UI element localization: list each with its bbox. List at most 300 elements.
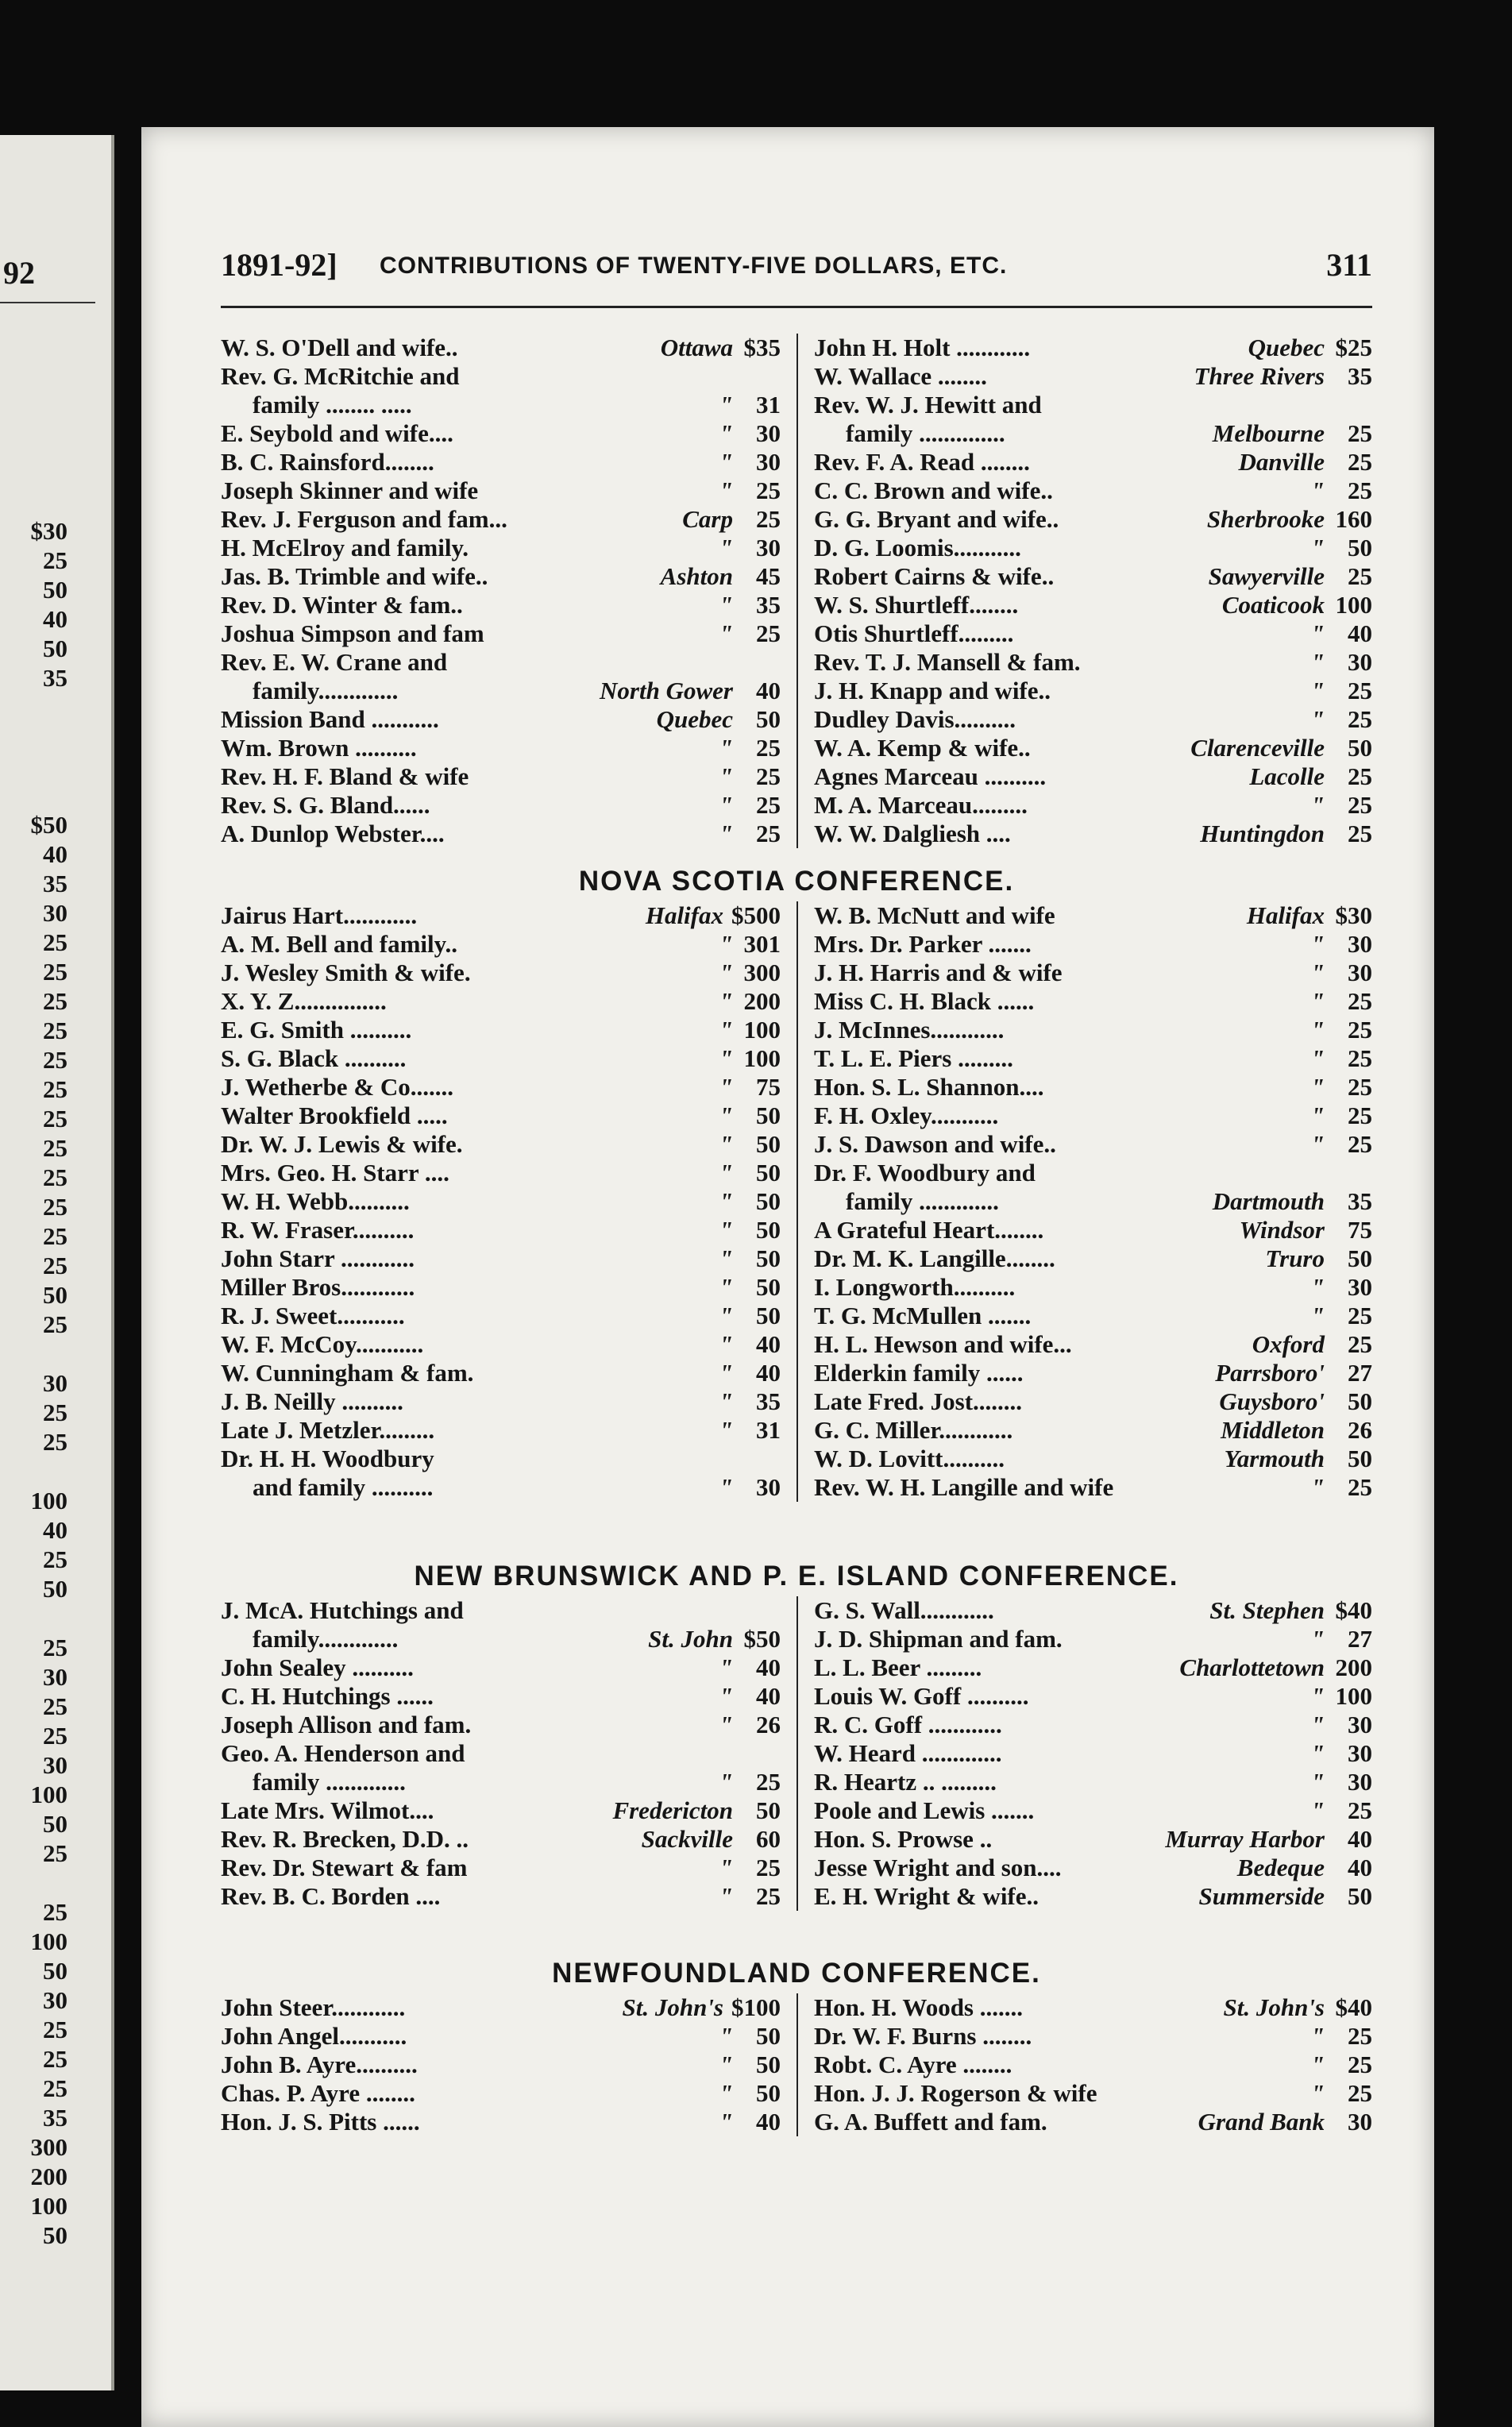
contribution-amount: 35 (756, 591, 781, 619)
contribution-row (814, 1330, 1372, 1359)
left-page-amount (0, 781, 68, 810)
section-right-column (796, 1993, 1372, 2136)
contributor-name: Rev. T. J. Mansell & fam. (814, 648, 1081, 676)
contribution-amount: $50 (743, 1625, 781, 1653)
section-left-column (221, 334, 796, 848)
contributor-place: " (1310, 705, 1325, 733)
contribution-amount: 40 (756, 1359, 781, 1387)
contribution-row (221, 762, 781, 791)
contribution-row (221, 1739, 781, 1768)
contribution-amount: 25 (1348, 1102, 1372, 1129)
contribution-row (814, 677, 1372, 705)
contributor-place: Middleton (1221, 1416, 1325, 1444)
contributor-name: Mrs. Geo. H. Starr .... (221, 1159, 449, 1186)
contributor-name: J. McInnes............ (814, 1016, 1005, 1044)
contributor-place: Quebec (656, 705, 733, 733)
contribution-amount: 50 (1348, 734, 1372, 762)
contributor-place: St. John's (622, 1993, 723, 2021)
contribution-amount: 100 (1335, 1682, 1372, 1710)
contribution-amount: 25 (756, 820, 781, 847)
contributor-name: B. C. Rainsford........ (221, 448, 434, 476)
contribution-row (814, 562, 1372, 591)
contributor-name: Dudley Davis.......... (814, 705, 1016, 733)
contributor-name: John Steer............ (221, 1993, 406, 2021)
contribution-amount: 40 (756, 1682, 781, 1710)
contribution-amount: 30 (1348, 648, 1372, 676)
contributor-place: " (1310, 2079, 1325, 2107)
left-page-amount: 30 (43, 1369, 68, 1397)
page-header (221, 246, 1372, 294)
contributor-name: J. H. Harris and & wife (814, 959, 1063, 986)
contributor-place: Melbourne (1212, 419, 1325, 447)
contribution-row (221, 362, 781, 391)
contributor-name: Robert Cairns & wife.. (814, 562, 1055, 590)
contributor-name: Late J. Metzler......... (221, 1416, 435, 1444)
contributor-place: " (719, 1044, 733, 1072)
contribution-amount: 45 (756, 562, 781, 590)
left-page-amount: 25 (43, 1046, 68, 1074)
contribution-amount: 30 (1348, 1273, 1372, 1301)
left-page-amount: 25 (43, 2016, 68, 2043)
contributor-name: and family .......... (253, 1473, 434, 1501)
contribution-row (221, 1711, 781, 1739)
contribution-row (814, 1739, 1372, 1768)
contribution-amount: $25 (1335, 334, 1372, 361)
section-left-column (221, 901, 796, 1502)
left-page-amount: 300 (30, 2133, 68, 2161)
contribution-amount: 40 (756, 2108, 781, 2136)
contributor-name: Late Fred. Jost........ (814, 1387, 1023, 1415)
left-page-amount: 40 (43, 840, 68, 868)
contributor-name: Rev. D. Winter & fam.. (221, 591, 463, 619)
left-page-amount: $30 (30, 517, 68, 545)
contribution-row (814, 1473, 1372, 1502)
contributor-name: J. B. Neilly .......... (221, 1387, 403, 1415)
contributor-name: A Grateful Heart........ (814, 1216, 1044, 1244)
contribution-amount: $40 (1335, 1596, 1372, 1624)
contribution-amount: 40 (1348, 1854, 1372, 1881)
contribution-row (221, 1682, 781, 1711)
left-page-amount: 50 (43, 2221, 68, 2249)
left-page-amounts (0, 516, 68, 2250)
contribution-row (814, 1159, 1372, 1187)
contributor-place: " (719, 1016, 733, 1044)
contribution-amount: 25 (1348, 1130, 1372, 1158)
contribution-amount: 50 (756, 1216, 781, 1244)
contributor-place: " (719, 619, 733, 647)
contribution-row (814, 1273, 1372, 1302)
contributor-name: W. D. Lovitt.......... (814, 1445, 1005, 1472)
contribution-amount: 25 (756, 1768, 781, 1796)
contributor-place: Quebec (1248, 334, 1325, 361)
contribution-amount: 25 (1348, 1044, 1372, 1072)
contribution-amount: 30 (1348, 959, 1372, 986)
section-quebec-continued (221, 334, 1372, 848)
contribution-amount: 50 (756, 1302, 781, 1329)
left-page-amount: 25 (43, 1310, 68, 1338)
contributor-place: " (719, 591, 733, 619)
contribution-amount: 40 (1348, 1825, 1372, 1853)
contributor-name: J. D. Shipman and fam. (814, 1625, 1063, 1653)
contributor-name: Wm. Brown .......... (221, 734, 417, 762)
contributor-name: Miss C. H. Black ...... (814, 987, 1035, 1015)
contribution-amount: 25 (1348, 762, 1372, 790)
contributor-place: Guysboro' (1219, 1387, 1325, 1415)
contribution-row (221, 1130, 781, 1159)
contribution-amount: 25 (756, 1882, 781, 1910)
contribution-row (221, 677, 781, 705)
contributor-name: J. Wesley Smith & wife. (221, 959, 471, 986)
contributor-name: Hon. J. S. Pitts ...... (221, 2108, 420, 2136)
contribution-row (814, 959, 1372, 987)
contributor-place: Danville (1238, 448, 1325, 476)
contribution-row (814, 1596, 1372, 1625)
contributor-place: " (1310, 1768, 1325, 1796)
contribution-amount: 25 (756, 762, 781, 790)
contributor-name: family .............. (846, 419, 1005, 447)
contributor-place: " (1310, 677, 1325, 704)
contribution-row (221, 534, 781, 562)
contributor-name: X. Y. Z............... (221, 987, 387, 1015)
contributor-place: " (1310, 1625, 1325, 1653)
contribution-row (814, 1187, 1372, 1216)
left-page-amount: 200 (30, 2163, 68, 2190)
contributor-place: Bedeque (1236, 1854, 1325, 1881)
contributor-name: R. Heartz .. ......... (814, 1768, 997, 1796)
contributor-place: " (719, 1216, 733, 1244)
contributor-name: Rev. J. Ferguson and fam... (221, 505, 507, 533)
contribution-amount: 30 (1348, 1768, 1372, 1796)
header-page-number: 311 (1326, 247, 1372, 283)
contributor-place: " (1310, 1073, 1325, 1101)
contribution-row (221, 2108, 781, 2136)
contribution-amount: 160 (1335, 505, 1372, 533)
left-page-amount: 50 (43, 1810, 68, 1838)
contributor-name: Jesse Wright and son.... (814, 1854, 1062, 1881)
left-page-amount: 35 (43, 2104, 68, 2132)
contributor-place: " (1310, 1102, 1325, 1129)
contributor-place: " (1310, 1682, 1325, 1710)
contribution-amount: 25 (1348, 1473, 1372, 1501)
contributor-name: Miller Bros............ (221, 1273, 415, 1301)
contribution-amount: 301 (743, 930, 781, 958)
contribution-row (814, 1044, 1372, 1073)
contribution-amount: 30 (1348, 930, 1372, 958)
contributor-name: W. Heard ............. (814, 1739, 1002, 1767)
contribution-amount: 35 (1348, 1187, 1372, 1215)
section-left-column (221, 1596, 796, 1911)
contributor-place: " (719, 2051, 733, 2078)
contributor-place: Sherbrooke (1206, 505, 1325, 533)
contribution-row (814, 705, 1372, 734)
contribution-amount: $40 (1335, 1993, 1372, 2021)
contributor-place: " (719, 1473, 733, 1501)
contributor-name: Walter Brookfield ..... (221, 1102, 448, 1129)
contributor-name: H. L. Hewson and wife... (814, 1330, 1072, 1358)
contribution-amount: 30 (756, 448, 781, 476)
contributor-name: R. W. Fraser.......... (221, 1216, 415, 1244)
contribution-amount: 25 (1348, 791, 1372, 819)
contribution-row (221, 1187, 781, 1216)
contributor-place: " (719, 1073, 733, 1101)
contributor-place: Yarmouth (1224, 1445, 1325, 1472)
contribution-amount: 30 (756, 534, 781, 561)
page (141, 127, 1434, 2427)
contributor-place: " (719, 1130, 733, 1158)
contribution-row (221, 734, 781, 762)
contribution-row (814, 1244, 1372, 1273)
contribution-amount: 50 (756, 705, 781, 733)
contributor-name: G. G. Bryant and wife.. (814, 505, 1059, 533)
contributor-place: Ottawa (660, 334, 733, 361)
left-page-amount: 25 (43, 1105, 68, 1132)
contribution-row (221, 2022, 781, 2051)
contribution-amount: 30 (1348, 1739, 1372, 1767)
contribution-amount: 25 (1348, 677, 1372, 704)
contribution-row (221, 391, 781, 419)
contributor-name: Dr. H. H. Woodbury (221, 1445, 434, 1472)
contributor-name: Hon. J. J. Rogerson & wife (814, 2079, 1097, 2107)
left-page-amount: 25 (43, 1545, 68, 1573)
contributor-place: " (719, 762, 733, 790)
contribution-amount: 50 (756, 2022, 781, 2050)
contributor-place: " (719, 1273, 733, 1301)
contributor-name: John H. Holt ............ (814, 334, 1031, 361)
contributor-name: G. A. Buffett and fam. (814, 2108, 1047, 2136)
left-page-amount: 40 (43, 1516, 68, 1544)
contributor-place: " (1310, 1016, 1325, 1044)
contribution-row (814, 362, 1372, 391)
contribution-row (814, 2051, 1372, 2079)
contribution-row (221, 2079, 781, 2108)
contributor-place: " (719, 1416, 733, 1444)
contribution-amount: 25 (756, 1854, 781, 1881)
contributor-place: " (719, 959, 733, 986)
contributor-place: " (1310, 1302, 1325, 1329)
contribution-row (814, 901, 1372, 930)
contributor-place: " (1310, 1739, 1325, 1767)
section-right-column (796, 901, 1372, 1502)
contributor-name: W. S. O'Dell and wife.. (221, 334, 458, 361)
contribution-row (221, 1854, 781, 1882)
contribution-row (221, 1330, 781, 1359)
left-page-amount (0, 1457, 68, 1486)
contribution-row (814, 1882, 1372, 1911)
contribution-amount: 50 (1348, 1445, 1372, 1472)
contribution-amount: 100 (1335, 591, 1372, 619)
section-nova-scotia (221, 862, 1372, 1502)
left-page-amount: 25 (43, 1193, 68, 1221)
contributor-place: Truro (1265, 1244, 1325, 1272)
section-right-column (796, 334, 1372, 848)
contributor-place: St. John (648, 1625, 733, 1653)
contributor-name: Hon. S. Prowse .. (814, 1825, 993, 1853)
left-page-fragment (0, 135, 114, 2390)
contribution-row (221, 1445, 781, 1473)
contributor-name: T. L. E. Piers ......... (814, 1044, 1013, 1072)
contributor-place: Huntingdon (1200, 820, 1325, 847)
contribution-row (221, 1882, 781, 1911)
contributor-name: C. H. Hutchings ...... (221, 1682, 434, 1710)
contributor-name: Elderkin family ...... (814, 1359, 1024, 1387)
contribution-row (221, 1387, 781, 1416)
contribution-row (221, 648, 781, 677)
contributor-place: " (719, 1330, 733, 1358)
contribution-amount: 50 (756, 2079, 781, 2107)
contribution-row (221, 619, 781, 648)
contributor-place: " (1310, 1130, 1325, 1158)
contributor-place: " (719, 2022, 733, 2050)
contributor-place: Lacolle (1249, 762, 1325, 790)
left-page-amount: 25 (43, 1134, 68, 1162)
contributor-name: Louis W. Goff .......... (814, 1682, 1029, 1710)
contributor-name: W. A. Kemp & wife.. (814, 734, 1031, 762)
contributor-place: " (719, 734, 733, 762)
left-page-rule (0, 302, 95, 303)
contribution-amount: 200 (1335, 1653, 1372, 1681)
contribution-row (814, 1993, 1372, 2022)
left-page-amount: $50 (30, 811, 68, 839)
contribution-row (814, 2108, 1372, 2136)
contribution-amount: 50 (756, 1273, 781, 1301)
contributor-name: John Sealey .......... (221, 1653, 414, 1681)
contribution-amount: 50 (1348, 534, 1372, 561)
contributor-place: " (719, 791, 733, 819)
contribution-row (221, 1302, 781, 1330)
contributor-name: Rev. H. F. Bland & wife (221, 762, 469, 790)
contributor-place: " (719, 820, 733, 847)
contributor-place: " (1310, 1796, 1325, 1824)
contribution-row (814, 1825, 1372, 1854)
left-page-amount: 25 (43, 987, 68, 1015)
contributor-name: E. H. Wright & wife.. (814, 1882, 1040, 1910)
contribution-amount: 25 (1348, 2022, 1372, 2050)
contribution-row (814, 1359, 1372, 1387)
contributor-place: " (1310, 2051, 1325, 2078)
contribution-row (221, 591, 781, 619)
contributor-place: " (719, 1768, 733, 1796)
contributor-place: " (719, 477, 733, 504)
contribution-row (221, 1244, 781, 1273)
left-page-amount (0, 722, 68, 751)
left-page-amount: 50 (43, 1957, 68, 1985)
contribution-row (814, 591, 1372, 619)
left-page-amount: 30 (43, 899, 68, 927)
contribution-amount: 50 (756, 1159, 781, 1186)
contribution-row (221, 820, 781, 848)
contribution-row (814, 762, 1372, 791)
contribution-row (221, 334, 781, 362)
contributor-place: " (719, 1244, 733, 1272)
contributor-place: " (719, 1302, 733, 1329)
contribution-amount: 50 (1348, 1244, 1372, 1272)
contributor-name: Jas. B. Trimble and wife.. (221, 562, 488, 590)
contribution-amount: 40 (1348, 619, 1372, 647)
left-page-amount: 25 (43, 1692, 68, 1720)
contributor-name: Otis Shurtleff......... (814, 619, 1014, 647)
contributor-name: W. Wallace ........ (814, 362, 987, 390)
contribution-row (221, 477, 781, 505)
contribution-row (221, 959, 781, 987)
contribution-amount: 30 (756, 1473, 781, 1501)
contributor-place: Summerside (1198, 1882, 1325, 1910)
contributor-name: Geo. A. Henderson and (221, 1739, 465, 1767)
contribution-row (221, 1216, 781, 1244)
contribution-amount: 50 (1348, 1882, 1372, 1910)
contribution-row (221, 930, 781, 959)
contribution-amount: 50 (1348, 1387, 1372, 1415)
contributor-place: " (719, 2079, 733, 2107)
contribution-amount: 100 (743, 1044, 781, 1072)
contribution-row (814, 391, 1372, 419)
contributor-name: Dr. W. F. Burns ........ (814, 2022, 1032, 2050)
left-page-amount: 25 (43, 928, 68, 956)
contribution-amount: 35 (756, 1387, 781, 1415)
contributor-name: Jairus Hart............ (221, 901, 418, 929)
contributor-place: Oxford (1252, 1330, 1325, 1358)
contribution-amount: 25 (1348, 419, 1372, 447)
contributor-place: " (719, 1387, 733, 1415)
contribution-amount: 25 (756, 477, 781, 504)
left-page-amount: 25 (43, 2074, 68, 2102)
contributor-name: W. Cunningham & fam. (221, 1359, 474, 1387)
contributor-name: F. H. Oxley........... (814, 1102, 999, 1129)
contribution-amount: 25 (1348, 2051, 1372, 2078)
contribution-amount: 25 (756, 734, 781, 762)
contributor-place: Fredericton (612, 1796, 733, 1824)
contribution-amount: 40 (756, 677, 781, 704)
contributor-name: Poole and Lewis ....... (814, 1796, 1035, 1824)
contributor-place: Halifax (1246, 901, 1325, 929)
contributor-place: " (1310, 2022, 1325, 2050)
contributor-name: M. A. Marceau......... (814, 791, 1028, 819)
contribution-row (814, 1102, 1372, 1130)
contributor-name: R. J. Sweet........... (221, 1302, 405, 1329)
contributor-name: Late Mrs. Wilmot.... (221, 1796, 434, 1824)
contribution-row (221, 505, 781, 534)
section-right-column (796, 1596, 1372, 1911)
contribution-amount: 50 (756, 1187, 781, 1215)
contribution-row (814, 619, 1372, 648)
contributor-place: " (719, 930, 733, 958)
contribution-amount: 60 (756, 1825, 781, 1853)
contributor-name: Mission Band ........... (221, 705, 439, 733)
contribution-row (221, 791, 781, 820)
contribution-row (814, 1796, 1372, 1825)
contribution-row (814, 1416, 1372, 1445)
contributor-name: Joshua Simpson and fam (221, 619, 484, 647)
contribution-row (221, 1359, 781, 1387)
left-page-amount: 50 (43, 635, 68, 662)
contribution-row (221, 987, 781, 1016)
contribution-row (221, 2051, 781, 2079)
contributor-place: Halifax (645, 901, 723, 929)
left-page-amount: 25 (43, 1898, 68, 1926)
contributor-place: Coaticook (1221, 591, 1325, 619)
contribution-amount: 27 (1348, 1625, 1372, 1653)
contribution-amount: 30 (756, 419, 781, 447)
contribution-row (221, 1273, 781, 1302)
contribution-row (814, 1302, 1372, 1330)
contribution-amount: 35 (1348, 362, 1372, 390)
contribution-row (221, 1825, 781, 1854)
contributor-name: D. G. Loomis........... (814, 534, 1021, 561)
contribution-row (221, 1768, 781, 1796)
contributor-place: " (719, 1711, 733, 1738)
contributor-place: " (719, 2108, 733, 2136)
contributor-place: " (719, 1653, 733, 1681)
contributor-place: Windsor (1239, 1216, 1325, 1244)
